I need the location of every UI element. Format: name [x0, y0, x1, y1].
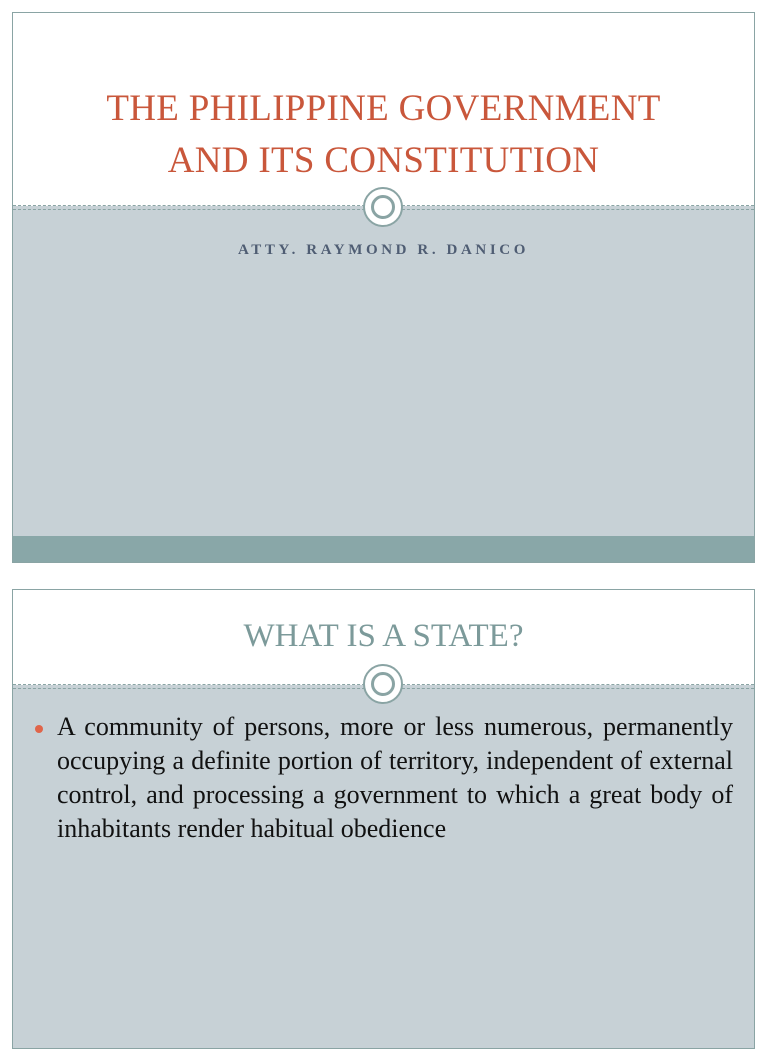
- slide-main-title: [13, 83, 754, 187]
- title-line-2: AND ITS CONSTITUTION: [167, 140, 600, 181]
- title-line-1: THE PHILIPPINE GOVERNMENT: [106, 88, 661, 129]
- slide-heading: WHAT IS A STATE?: [243, 618, 524, 654]
- circle-ornament-icon: [363, 664, 403, 704]
- bullet-icon: [35, 725, 43, 733]
- slide-subtitle: ATTY. RAYMOND R. DANICO: [237, 242, 529, 258]
- slide-title: [12, 12, 755, 563]
- circle-ornament-icon: [363, 187, 403, 227]
- slide-what-is-a-state: [12, 589, 755, 1049]
- title-area: [13, 13, 754, 206]
- bullet-text: A community of persons, more or less numerous, permanently occupying a definite portion of territory, independent of external control, and processing a government to which a great body of inhabitants render habitual obedience: [57, 712, 733, 843]
- bottom-accent-band: [13, 536, 754, 562]
